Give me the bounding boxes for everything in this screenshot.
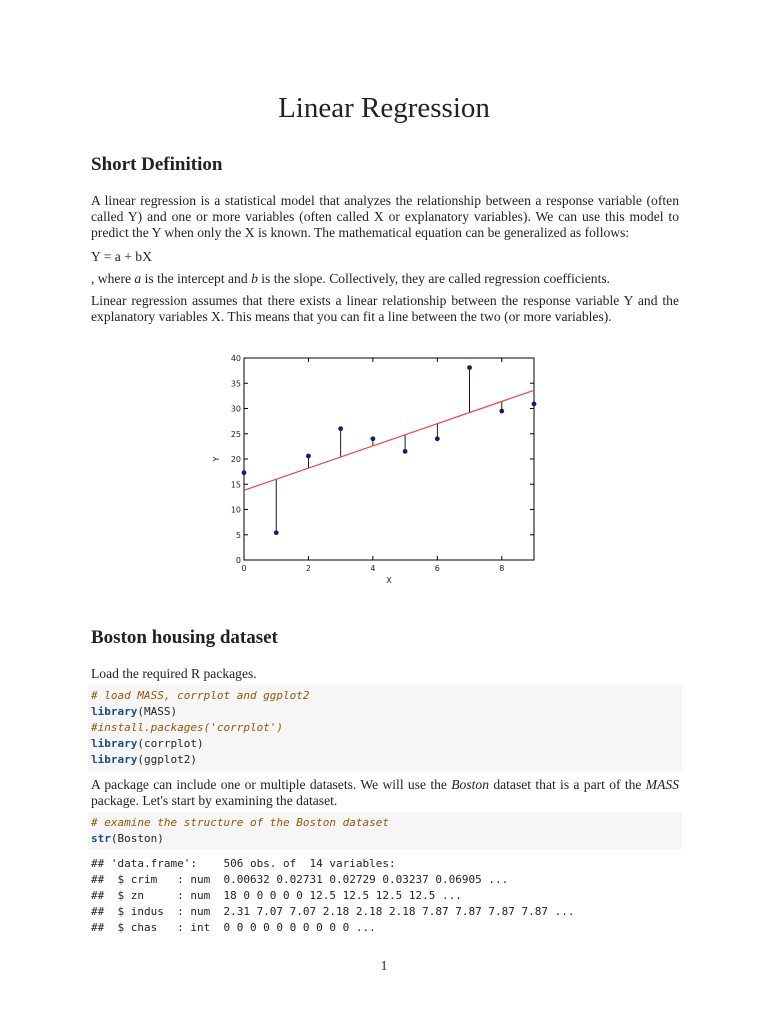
x-axis-label: X xyxy=(386,576,392,585)
dataset-paragraph xyxy=(91,777,679,809)
code-line xyxy=(91,720,682,736)
page-number: 1 xyxy=(380,958,388,973)
data-point xyxy=(403,449,408,454)
data-point xyxy=(532,402,537,407)
code-args: (Boston) xyxy=(110,832,164,845)
regression-equation: Y = a + bX xyxy=(91,249,152,264)
y-tick-label: 10 xyxy=(230,505,241,515)
x-tick-label: 4 xyxy=(370,564,376,573)
code-line xyxy=(91,815,682,831)
document-title: Linear Regression xyxy=(278,92,490,124)
coef-text-prefix: , where xyxy=(91,271,135,286)
y-tick-label: 25 xyxy=(230,429,241,439)
y-tick-label: 5 xyxy=(235,530,241,540)
dataset-text-suffix: package. Let's start by examining the dataset. xyxy=(91,793,338,808)
code-function: library xyxy=(91,753,138,766)
definition-paragraph: A linear regression is a statistical model that analyzes the relationship between a response variable (often called Y) and one or more variables (often called X or explanatory variables). We can use this model to predict the Y when only the X is known. The mathematical equation can be generalized as follows: xyxy=(91,193,679,240)
dataset-text-prefix: A package can include one or multiple datasets. We will use the xyxy=(91,777,452,792)
coef-text-mid: is the intercept and xyxy=(141,271,252,286)
regression-scatter-chart xyxy=(205,350,550,590)
code-comment: # load MASS, corrplot and ggplot2 xyxy=(91,689,310,702)
data-point xyxy=(338,426,343,431)
x-tick-label: 0 xyxy=(241,564,247,573)
code-line xyxy=(91,736,682,752)
assumption-paragraph: Linear regression assumes that there exists a linear relationship between the response variable Y and the explanatory variables X. This means that you can fit a line between the two (or more variables). xyxy=(91,293,679,324)
data-point xyxy=(370,436,375,441)
output-line: ## 'data.frame': 506 obs. of 14 variables: xyxy=(91,857,396,870)
x-tick-label: 2 xyxy=(305,564,311,573)
data-point xyxy=(274,530,279,535)
section-heading-boston: Boston housing dataset xyxy=(91,627,278,648)
coef-symbol-b: b xyxy=(251,271,258,286)
y-tick-label: 40 xyxy=(230,354,241,363)
package-name-mass: MASS xyxy=(645,777,679,792)
dataset-name-boston: Boston xyxy=(451,777,490,792)
code-args: (ggplot2) xyxy=(137,753,197,766)
y-tick-label: 15 xyxy=(230,480,241,490)
data-point xyxy=(435,436,440,441)
output-line: ## $ zn : num 18 0 0 0 0 0 12.5 12.5 12.5 12.5 ... xyxy=(91,889,462,902)
code-line xyxy=(91,704,682,720)
code-line xyxy=(91,688,682,704)
load-packages-paragraph: Load the required R packages. xyxy=(91,666,257,681)
code-comment: # examine the structure of the Boston dataset xyxy=(91,816,390,829)
output-line: ## $ chas : int 0 0 0 0 0 0 0 0 0 0 ... xyxy=(91,921,376,934)
dataset-text-mid: dataset that is a part of the xyxy=(489,777,646,792)
code-args: (corrplot) xyxy=(137,737,204,750)
section-heading-short-definition: Short Definition xyxy=(91,154,223,175)
code-line xyxy=(91,752,682,768)
coef-symbol-a: a xyxy=(134,271,142,286)
code-args: (MASS) xyxy=(137,705,178,718)
data-point xyxy=(242,470,247,475)
output-line: ## $ indus : num 2.31 7.07 7.07 2.18 2.18 2.18 7.87 7.87 7.87 7.87 ... xyxy=(91,905,575,918)
data-point xyxy=(306,454,311,459)
code-function: library xyxy=(91,737,138,750)
y-tick-label: 35 xyxy=(230,379,241,389)
code-block-load-packages xyxy=(88,685,682,771)
y-tick-label: 20 xyxy=(230,455,241,464)
y-tick-label: 0 xyxy=(235,556,241,565)
data-point xyxy=(499,409,504,414)
y-tick-label: 30 xyxy=(230,404,241,414)
y-axis-label: Y xyxy=(212,456,221,462)
data-point xyxy=(467,365,472,370)
plot-frame xyxy=(244,358,534,560)
code-line xyxy=(91,831,682,847)
x-tick-label: 8 xyxy=(499,564,505,573)
coef-text-suffix: is the slope. Collectively, they are called regression coefficients. xyxy=(257,271,611,286)
code-output-block xyxy=(91,856,681,936)
code-block-str-boston xyxy=(88,812,682,850)
coefficients-paragraph xyxy=(91,271,679,287)
output-line: ## $ crim : num 0.00632 0.02731 0.02729 0.03237 0.06905 ... xyxy=(91,873,509,886)
code-comment: #install.packages('corrplot') xyxy=(91,721,284,734)
code-function: library xyxy=(91,705,138,718)
x-tick-label: 6 xyxy=(434,564,440,573)
code-function: str xyxy=(91,832,111,845)
